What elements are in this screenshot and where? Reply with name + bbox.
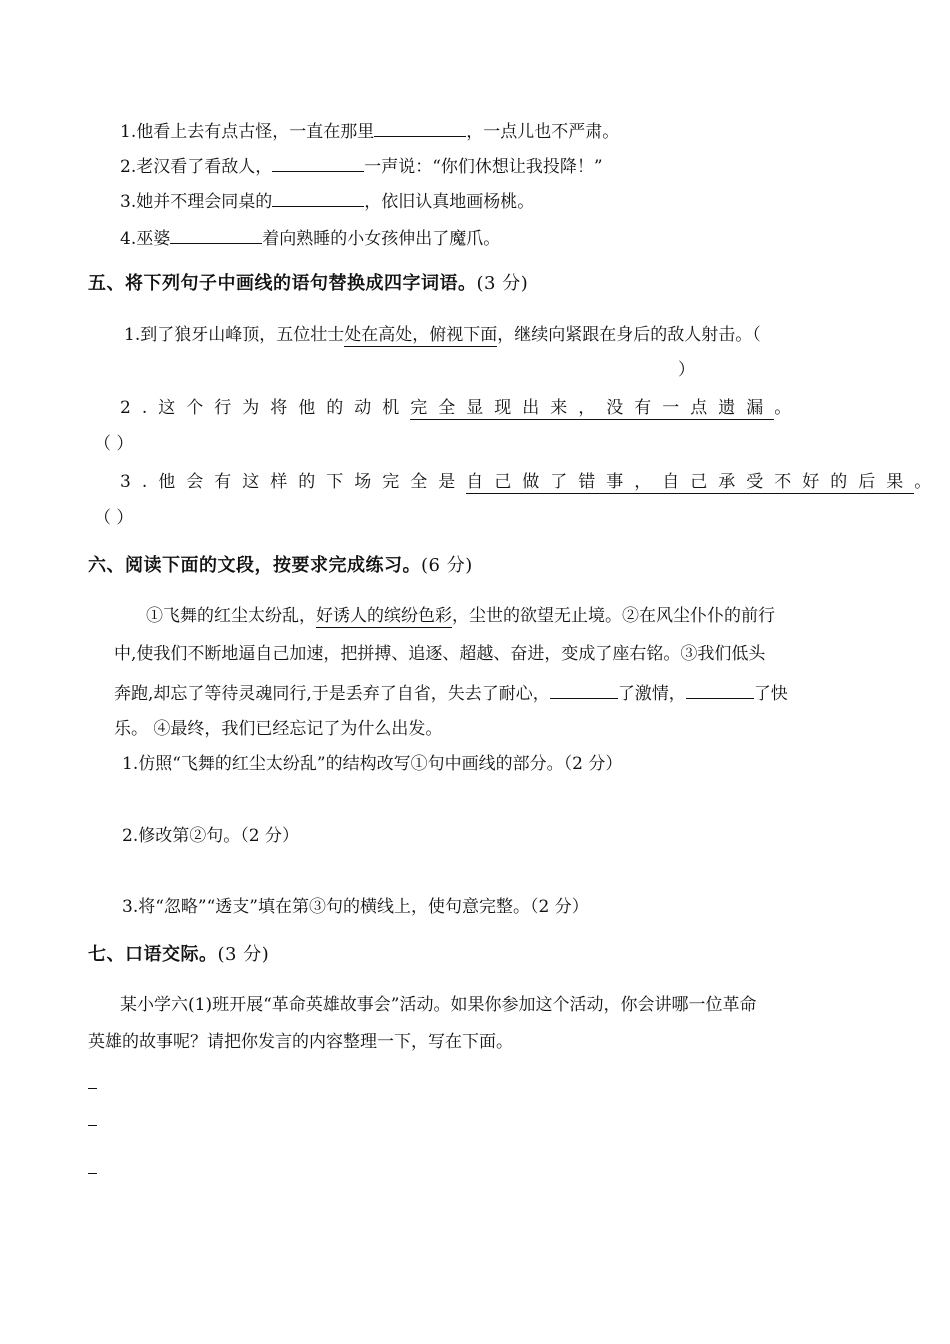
question-6-1: 1.仿照“飞舞的红尘太纷乱”的结构改写①句中画线的部分。（2 分）: [122, 754, 623, 774]
replace-item-2-tail: 。: [774, 398, 792, 418]
section-7-heading: [88, 943, 269, 967]
fill-item-1: [120, 118, 619, 144]
fill-item-2-text: 2.老汉看了看敌人，: [120, 157, 273, 177]
passage-line-2: 中,使我们不断地逼自己加速，把拼搏、追逐、超越、奋进，变成了座右铭。③我们低头: [114, 644, 766, 664]
passage-line-1: [146, 604, 775, 628]
passage-text: 奔跑,却忘了等待灵魂同行,于是丢弃了自省，失去了耐心，: [114, 684, 550, 704]
replace-item-2-text: 2.这个行为将他的动机: [120, 398, 411, 418]
replace-item-3-text: 3.他会有这样的下场完全是: [120, 472, 467, 492]
fill-item-4-tail: 着向熟睡的小女孩伸出了魔爪。: [262, 229, 501, 249]
fill-item-3-text: 3.她并不理会同桌的: [120, 192, 273, 212]
section-7-title: 七、口语交际。: [88, 944, 218, 965]
section-6-title: 六、阅读下面的文段，按要求完成练习。: [88, 555, 421, 576]
answer-blank[interactable]: [272, 153, 364, 172]
replace-item-1: [124, 323, 761, 347]
answer-parentheses[interactable]: （ ）: [94, 508, 134, 528]
fill-item-4-text: 4.巫婆: [120, 229, 171, 249]
answer-line[interactable]: [88, 1173, 97, 1174]
underlined-phrase: 自己做了错事，自己承受不好的后果: [466, 472, 915, 492]
section-6-heading: [88, 554, 473, 578]
underlined-phrase: 好诱人的缤纷色彩: [316, 606, 452, 626]
fill-item-3: [120, 188, 534, 214]
replace-item-1-text: 1.到了狼牙山峰顶，五位壮士: [124, 325, 345, 345]
answer-blank[interactable]: [550, 680, 618, 699]
underlined-phrase: 处在高处，俯视下面: [344, 325, 498, 345]
section-6-score: (6 分): [421, 555, 473, 576]
answer-blank[interactable]: [170, 225, 262, 244]
answer-line[interactable]: [88, 1088, 97, 1089]
passage-text: 了快: [753, 684, 788, 704]
passage-text: ①飞舞的红尘太纷乱，: [146, 606, 316, 626]
section-5-heading: [88, 272, 528, 296]
answer-blank[interactable]: [374, 118, 466, 137]
prompt-line-2: 英雄的故事呢？请把你发言的内容整理一下，写在下面。: [88, 1032, 513, 1052]
answer-line[interactable]: [88, 1125, 97, 1126]
fill-item-4: [120, 225, 500, 251]
question-6-3: 3.将“忽略”“透支”填在第③句的横线上，使句意完整。（2 分）: [122, 897, 589, 917]
section-5-title: 五、将下列句子中画线的语句替换成四字词语。: [88, 273, 477, 294]
fill-item-2-tail: 一声说：“你们休想让我投降！”: [364, 157, 603, 177]
fill-item-1-tail: ，一点儿也不严肃。: [466, 122, 620, 142]
fill-item-1-text: 1.他看上去有点古怪，一直在那里: [120, 122, 375, 142]
answer-parentheses[interactable]: （ ）: [94, 434, 134, 454]
section-5-score: (3 分): [476, 273, 529, 294]
replace-item-1-tail: ，继续向紧跟在身后的敌人射击。（: [497, 325, 761, 345]
fill-item-3-tail: ，依旧认真地画杨桃。: [364, 192, 535, 212]
answer-blank[interactable]: [272, 188, 364, 207]
prompt-line-1: 某小学六(1)班开展“革命英雄故事会”活动。如果你参加这个活动，你会讲哪一位革命: [120, 995, 757, 1015]
underlined-phrase: 完全显现出来，没有一点遗漏: [410, 398, 775, 418]
passage-text: 了激情，: [617, 684, 686, 704]
passage-line-4: 乐。 ④最终，我们已经忘记了为什么出发。: [114, 719, 443, 739]
question-6-2: 2.修改第②句。（2 分）: [122, 826, 299, 846]
replace-item-1-paren-close: ）: [678, 360, 695, 380]
passage-text: ，尘世的欲望无止境。②在风尘仆仆的前行: [452, 606, 775, 626]
replace-item-3-tail: 。: [914, 472, 932, 492]
passage-line-3: [114, 680, 788, 706]
replace-item-2: [120, 396, 791, 420]
replace-item-3: [120, 470, 931, 494]
answer-blank[interactable]: [686, 680, 754, 699]
fill-item-2: [120, 153, 603, 179]
section-7-score: (3 分): [217, 944, 270, 965]
